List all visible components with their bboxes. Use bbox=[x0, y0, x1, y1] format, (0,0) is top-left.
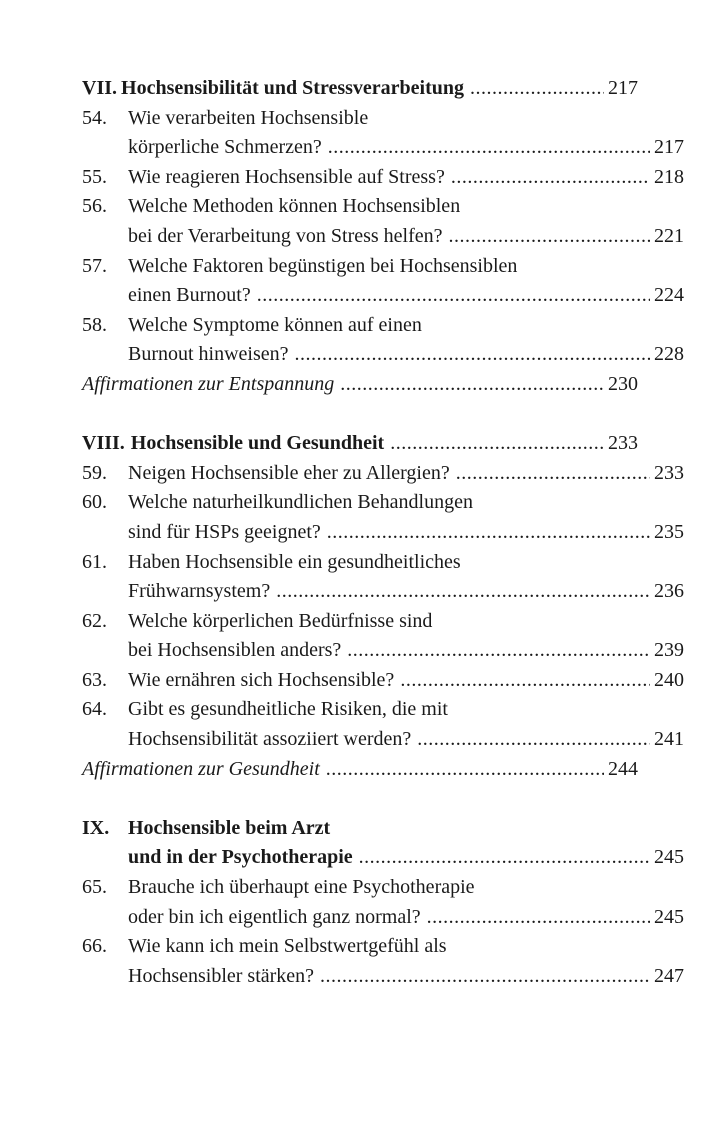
chapter-title: und in der Psychotherapie bbox=[128, 846, 353, 869]
chapter-number: VII. bbox=[82, 77, 118, 99]
chapter-number: VIII. bbox=[82, 432, 125, 455]
section-gap bbox=[82, 784, 638, 814]
affirmation-entry bbox=[82, 370, 638, 400]
page-number: 224 bbox=[654, 284, 684, 307]
toc-entry-continuation bbox=[82, 903, 684, 933]
toc-entry-continuation bbox=[82, 636, 684, 666]
chapter-title: Hochsensible und Gesundheit bbox=[130, 432, 385, 455]
entry-number: 60. bbox=[82, 491, 107, 514]
affirmation-title: Affirmationen zur Entspannung bbox=[82, 372, 335, 395]
entry-number: 57. bbox=[82, 254, 107, 277]
toc-entry bbox=[82, 548, 638, 578]
page-number: 247 bbox=[654, 964, 684, 987]
entry-title: einen Burnout? bbox=[128, 284, 251, 307]
toc-entry-continuation bbox=[82, 133, 684, 163]
entry-title: Wie kann ich mein Selbstwertgefühl als bbox=[128, 935, 447, 958]
entry-title: Hochsensibler stärken? bbox=[128, 964, 315, 987]
toc-entry bbox=[82, 459, 684, 489]
page-number: 240 bbox=[654, 668, 684, 691]
page-number: 236 bbox=[654, 580, 684, 603]
page-number: 217 bbox=[654, 136, 684, 159]
affirmation-title: Affirmationen zur Gesundheit bbox=[82, 757, 320, 780]
toc-entry bbox=[82, 252, 638, 282]
entry-title: oder bin ich eigentlich ganz normal? bbox=[128, 905, 421, 928]
page-number: 244 bbox=[608, 757, 638, 780]
page-number: 239 bbox=[654, 639, 684, 662]
toc-entry-continuation bbox=[82, 340, 684, 370]
toc-entry bbox=[82, 873, 638, 903]
entry-number: 61. bbox=[82, 550, 107, 573]
toc-entry bbox=[82, 932, 638, 962]
entry-title: Brauche ich überhaupt eine Psychotherapie bbox=[128, 876, 475, 899]
chapter-title: Hochsensibilität und Stressverarbeitung bbox=[121, 77, 465, 99]
page-number: 241 bbox=[654, 728, 684, 751]
chapter-heading bbox=[82, 429, 638, 459]
entry-number: 55. bbox=[82, 165, 107, 188]
page-number: 233 bbox=[608, 432, 638, 455]
section-gap bbox=[82, 400, 638, 430]
toc-entry bbox=[82, 104, 638, 134]
toc-entry-continuation bbox=[82, 962, 684, 992]
entry-title: Wie reagieren Hochsensible auf Stress? bbox=[128, 165, 445, 188]
entry-title: Burnout hinweisen? bbox=[128, 343, 289, 366]
entry-title: sind für HSPs geeignet? bbox=[128, 520, 321, 543]
entry-title: Welche Faktoren begünstigen bei Hochsensiblen bbox=[128, 254, 518, 277]
entry-number: 64. bbox=[82, 698, 107, 721]
page-number: 235 bbox=[654, 520, 684, 543]
page-number: 217 bbox=[608, 77, 638, 99]
toc-entry bbox=[82, 163, 684, 193]
entry-title: Welche naturheilkundlichen Behandlungen bbox=[128, 491, 473, 514]
toc-entry-continuation bbox=[82, 518, 684, 548]
entry-title: Wie ernähren sich Hochsensible? bbox=[128, 668, 395, 691]
toc-entry bbox=[82, 192, 638, 222]
entry-title: Neigen Hochsensible eher zu Allergien? bbox=[128, 461, 450, 484]
entry-number: 63. bbox=[82, 668, 107, 691]
chapter-number: IX. bbox=[82, 816, 110, 839]
entry-number: 58. bbox=[82, 313, 107, 336]
page-number: 245 bbox=[654, 905, 684, 928]
entry-title: bei Hochsensiblen anders? bbox=[128, 639, 342, 662]
page-number: 245 bbox=[654, 846, 684, 869]
page-number: 221 bbox=[654, 224, 684, 247]
entry-number: 66. bbox=[82, 935, 107, 958]
page-number: 230 bbox=[608, 372, 638, 395]
table-of-contents bbox=[82, 74, 684, 991]
chapter-heading bbox=[82, 814, 638, 844]
entry-number: 59. bbox=[82, 461, 107, 484]
page-number: 218 bbox=[654, 165, 684, 188]
entry-title: Haben Hochsensible ein gesundheitliches bbox=[128, 550, 461, 573]
toc-entry bbox=[82, 607, 638, 637]
entry-title: bei der Verarbeitung von Stress helfen? bbox=[128, 224, 443, 247]
entry-number: 56. bbox=[82, 195, 107, 218]
entry-title: Hochsensibilität assoziiert werden? bbox=[128, 728, 412, 751]
entry-title: Welche körperlichen Bedürfnisse sind bbox=[128, 609, 433, 632]
toc-entry-continuation bbox=[82, 577, 684, 607]
page-number: 228 bbox=[654, 343, 684, 366]
chapter-heading-continuation bbox=[82, 843, 684, 873]
entry-number: 54. bbox=[82, 106, 107, 129]
entry-title: Welche Symptome können auf einen bbox=[128, 313, 422, 336]
chapter-heading bbox=[82, 74, 638, 104]
toc-entry bbox=[82, 311, 638, 341]
page-number: 233 bbox=[654, 461, 684, 484]
toc-entry-continuation bbox=[82, 222, 684, 252]
entry-title: körperliche Schmerzen? bbox=[128, 136, 322, 159]
toc-entry bbox=[82, 695, 638, 725]
entry-number: 62. bbox=[82, 609, 107, 632]
toc-entry bbox=[82, 488, 638, 518]
affirmation-entry bbox=[82, 755, 638, 785]
chapter-title: Hochsensible beim Arzt bbox=[128, 816, 331, 839]
entry-title: Gibt es gesundheitliche Risiken, die mit bbox=[128, 698, 448, 721]
toc-entry-continuation bbox=[82, 281, 684, 311]
toc-entry bbox=[82, 666, 684, 696]
entry-title: Frühwarnsystem? bbox=[128, 580, 271, 603]
entry-title: Wie verarbeiten Hochsensible bbox=[128, 106, 369, 129]
toc-entry-continuation bbox=[82, 725, 684, 755]
entry-number: 65. bbox=[82, 876, 107, 899]
entry-title: Welche Methoden können Hochsensiblen bbox=[128, 195, 461, 218]
